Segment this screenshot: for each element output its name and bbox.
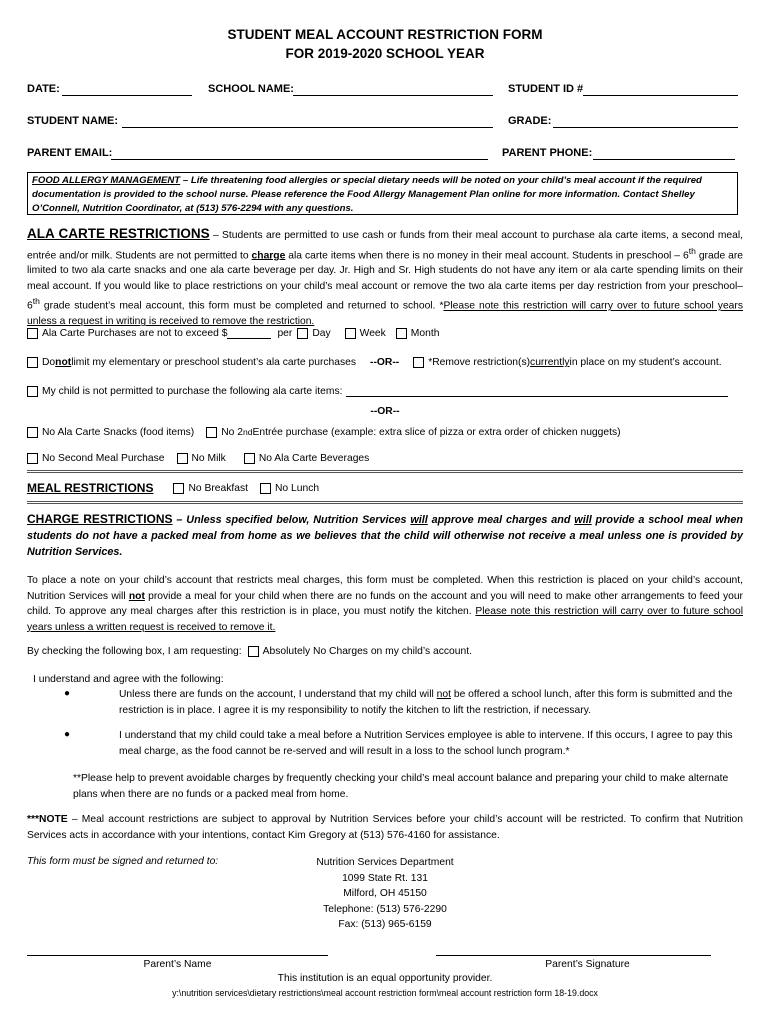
student-id-label: STUDENT ID #	[508, 83, 584, 95]
no-milk-label: No Milk	[191, 453, 226, 464]
date-field[interactable]	[62, 95, 192, 96]
parent-phone-field[interactable]	[593, 159, 735, 160]
limit-row	[27, 327, 439, 340]
allergy-heading: FOOD ALLERGY MANAGEMENT	[32, 175, 181, 186]
parent-signature-line[interactable]	[436, 955, 711, 956]
or-separator: --OR--	[370, 357, 400, 368]
address-line-4: Telephone: (513) 576-2290	[323, 903, 447, 915]
will-2: will	[574, 514, 592, 526]
no-2nd-a: No 2	[221, 427, 243, 438]
b1-not: not	[436, 689, 451, 700]
address-line-2: 1099 State Rt. 131	[342, 872, 428, 884]
do-not-a: Do	[42, 357, 56, 368]
requesting-label: By checking the following box, I am requesting:	[27, 646, 242, 657]
parent-name-line[interactable]	[27, 955, 328, 956]
no-second-meal-checkbox[interactable]	[27, 453, 38, 464]
address-line-3: Milford, OH 45150	[343, 888, 427, 899]
separator-2	[27, 501, 743, 504]
limit-label: Ala Carte Purchases are not to exceed $	[42, 328, 228, 339]
absolutely-label: Absolutely No Charges on my child’s account.	[262, 646, 472, 657]
address-line-5: Fax: (513) 965-6159	[338, 919, 432, 930]
not-permitted-row	[27, 385, 728, 398]
month-checkbox[interactable]	[396, 328, 407, 339]
bullet-2-text: I understand that my child could take a meal before a Nutrition Services employee is able to intervene. If this occurs, I agree to pay this meal charge, as the food cannot be re-served and will result in a loss to the school lunch program.*	[119, 730, 733, 757]
charge-intro-c: provide a school meal when students do not have a packed meal from home as we believes that the child will otherwise not receive a meal unless one is provided by Nutrition Services.	[27, 514, 743, 558]
sup-th-1: th	[688, 245, 696, 256]
charge-intro-b: approve meal charges and	[427, 514, 575, 526]
no-2nd-sup: nd	[243, 427, 253, 438]
return-address	[300, 855, 470, 933]
absolutely-no-charges-checkbox[interactable]	[248, 646, 259, 657]
form-title: STUDENT MEAL ACCOUNT RESTRICTION FORM	[227, 27, 543, 42]
will-1: will	[410, 514, 428, 526]
no-breakfast-label: No Breakfast	[188, 483, 248, 495]
remove-a: *Remove restriction(s)	[428, 357, 531, 368]
month-label: Month	[410, 328, 440, 339]
parent-signature-label: Parent’s Signature	[545, 959, 630, 970]
bullet-1-text	[119, 687, 743, 718]
not-permitted-items-field[interactable]	[346, 386, 728, 397]
requesting-row	[27, 645, 472, 658]
meal-restrictions-row	[27, 481, 319, 496]
return-label: This form must be signed and returned to:	[27, 856, 219, 867]
address-line-1: Nutrition Services Department	[316, 857, 454, 868]
sup-th-2: th	[32, 296, 40, 307]
file-path: y:\nutrition services\dietary restrictions\meal account restriction form\meal account restriction form 18-19.docx	[172, 988, 598, 998]
grade-label: GRADE:	[508, 115, 552, 127]
ala-carte-text-2: ala carte items when there is no money in their meal account. Students in preschool – 6	[285, 249, 689, 261]
agree-label: I understand and agree with the following:	[33, 674, 224, 685]
no-2nd-entree-checkbox[interactable]	[206, 427, 217, 438]
limit-amount-field[interactable]	[227, 328, 271, 339]
no-beverages-label: No Ala Carte Beverages	[258, 453, 370, 464]
grade-field[interactable]	[553, 127, 738, 128]
no-lunch-label: No Lunch	[274, 483, 320, 495]
no-second-meal-label: No Second Meal Purchase	[42, 453, 165, 464]
no-snacks-checkbox[interactable]	[27, 427, 38, 438]
or-separator-2: --OR--	[370, 406, 400, 417]
charge-heading: CHARGE RESTRICTIONS	[27, 512, 173, 526]
charge-paragraph	[27, 573, 743, 635]
allergy-text: – Life threatening food allergies or special dietary needs will be noted on your child’s meal account if the required documentation is provided to the school nurse. Please reference the Food Allergy Management Plan online for more information. Contact Shelley O’Connell, Nutrition Coordinator, at (513) 576-2294 with any questions.	[32, 175, 702, 214]
not-permitted-checkbox[interactable]	[27, 386, 38, 397]
bullet-2: ●	[64, 729, 71, 740]
no-lunch-checkbox[interactable]	[260, 483, 271, 494]
ala-carte-heading: ALA CARTE RESTRICTIONS	[27, 226, 210, 241]
student-id-field[interactable]	[583, 95, 738, 96]
parent-email-label: PARENT EMAIL:	[27, 147, 113, 159]
b1-b: be offered a school lunch, after this form is submitted and the restriction is in place. I agree it is my responsibility to notify the kitchen to lift the restriction, if necessary.	[119, 689, 733, 716]
no-breakfast-checkbox[interactable]	[173, 483, 184, 494]
school-name-label: SCHOOL NAME:	[208, 83, 294, 95]
not-permitted-label: My child is not permitted to purchase the following ala carte items:	[42, 386, 343, 397]
allergy-notice	[27, 172, 738, 215]
parent-name-label: Parent’s Name	[143, 959, 212, 970]
note-paragraph	[27, 812, 743, 843]
ala-carte-text-4: grade student’s meal account, this form must be completed and returned to school. *	[39, 300, 444, 312]
student-name-label: STUDENT NAME:	[27, 115, 119, 127]
no-beverages-checkbox[interactable]	[244, 453, 255, 464]
do-not-c: limit my elementary or preschool student’s ala carte purchases	[71, 357, 357, 368]
separator-1	[27, 470, 743, 473]
parent-phone-label: PARENT PHONE:	[502, 147, 593, 159]
per-label: per	[277, 328, 293, 339]
no-snacks-label: No Ala Carte Snacks (food items)	[42, 427, 195, 438]
form-subtitle: FOR 2019-2020 SCHOOL YEAR	[285, 46, 485, 61]
snacks-row	[27, 426, 621, 439]
remove-b: currently	[530, 357, 570, 368]
limit-checkbox[interactable]	[27, 328, 38, 339]
ala-carte-text-3: grade are limited to two ala carte snacks and one ala carte beverage per day. Jr. High and Sr. High students do not have any item or ala carte spending limits on their meal account. If you would like to place restrictions on your child’s meal account or remove the two ala carte items per day restriction from your preschool– 6	[27, 249, 744, 312]
no-milk-checkbox[interactable]	[177, 453, 188, 464]
note-label: ***NOTE	[27, 814, 68, 825]
parent-email-field[interactable]	[111, 159, 488, 160]
week-label: Week	[359, 328, 386, 339]
meal-restrictions-heading: MEAL RESTRICTIONS	[27, 481, 154, 495]
remove-c: in place on my student’s account.	[569, 357, 722, 368]
date-label: DATE:	[27, 83, 60, 95]
ala-carte-note: Please note this restriction will carry over to future school years unless a request in writing is received to remove the restriction.	[27, 300, 743, 328]
ala-carte-paragraph	[27, 226, 743, 330]
ala-carte-text-1: – Students are permitted to use cash or funds from their meal account to purchase ala carte items, a second meal, entrée and/or milk. Students are not permitted to	[27, 230, 743, 261]
charge-intro-a: – Unless specified below, Nutrition Services	[172, 514, 411, 526]
do-not-limit-checkbox[interactable]	[27, 357, 38, 368]
charge-p1-note: Please note this restriction will carry over to future school years unless a written request is received to remove it.	[27, 606, 743, 633]
b1-a: Unless there are funds on the account, I understand that my child will	[119, 689, 437, 700]
help-text: **Please help to prevent avoidable charges by frequently checking your child’s meal account balance and preparing your child to make alternate plans when there are no funds or a packed meal from home.	[73, 773, 729, 800]
no-2nd-b: Entrée purchase (example: extra slice of pizza or extra order of chicken nuggets)	[252, 427, 621, 438]
charge-intro	[27, 511, 743, 560]
day-checkbox[interactable]	[297, 328, 308, 339]
day-label: Day	[312, 328, 331, 339]
charge-p1-not: not	[128, 590, 145, 602]
charge-p1-b: provide a meal for your child when there are no funds on the account and you will need to make other arrangements to feed your child. To approve any meal charges after this restriction is in place, you must notify the kitchen.	[27, 590, 743, 617]
charge-word: charge	[251, 249, 286, 261]
school-name-field[interactable]	[293, 95, 493, 96]
remove-restriction-checkbox[interactable]	[413, 357, 424, 368]
equal-opportunity: This institution is an equal opportunity provider.	[277, 973, 493, 984]
bullet-1: ●	[64, 688, 71, 699]
note-text: – Meal account restrictions are subject to approval by Nutrition Services before your child’s account will be restricted. To confirm that Nutrition Services acts in accordance with your intentions, contact Kim Gregory at (513) 576-4160 for assistance.	[27, 814, 743, 841]
second-meal-row	[27, 452, 369, 465]
student-name-field[interactable]	[122, 127, 493, 128]
charge-p1-a: To place a note on your child’s account that restricts meal charges, this form must be completed. When this restriction is placed on your child’s account, Nutrition Services will	[27, 575, 743, 602]
week-checkbox[interactable]	[345, 328, 356, 339]
do-not-b: not	[55, 357, 72, 368]
do-not-limit-row	[27, 356, 722, 369]
